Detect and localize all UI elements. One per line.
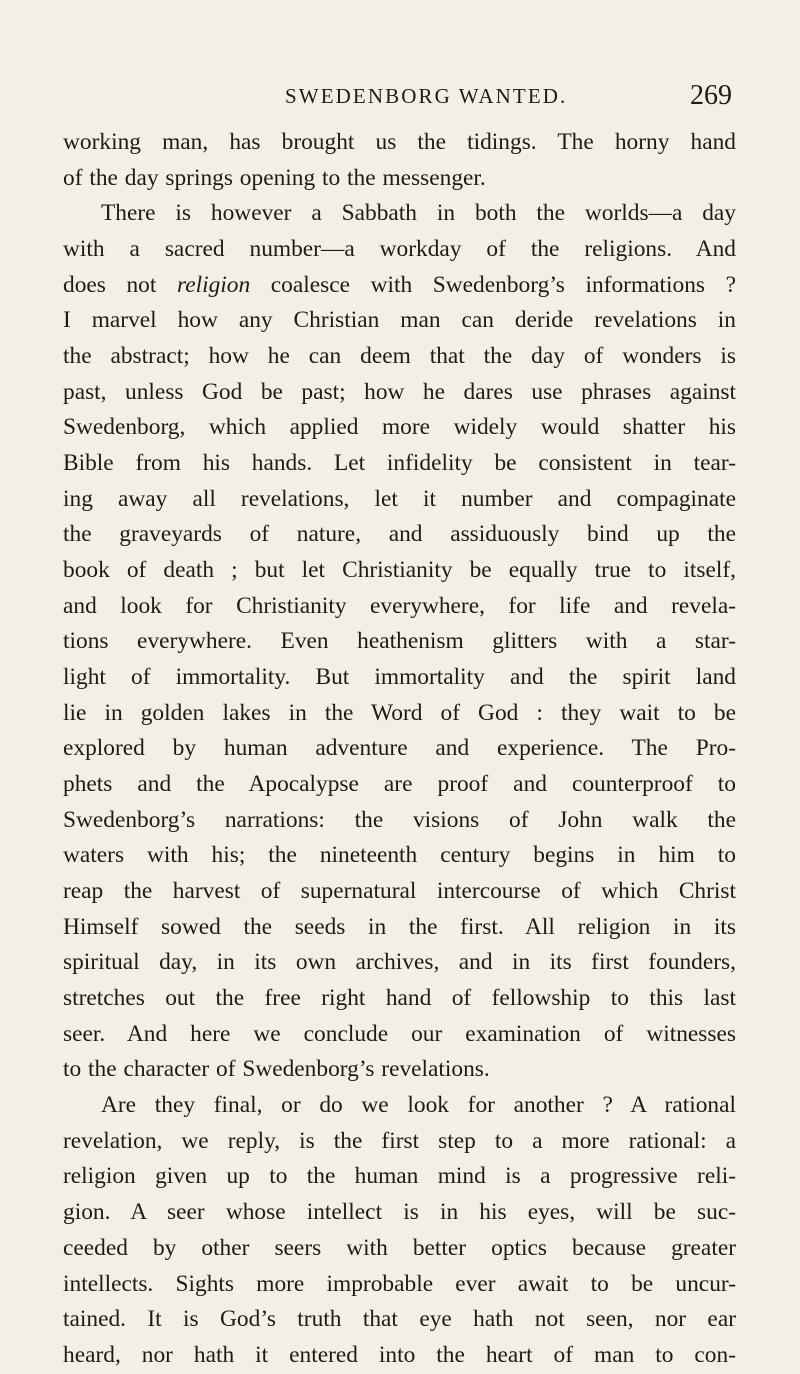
text-line: Swedenborg, which applied more widely would shatter his (63, 414, 736, 441)
text-line: and look for Christianity everywhere, for life and revela- (63, 592, 736, 619)
text-line: heard, nor hath it entered into the heart of man to con- (63, 1341, 736, 1368)
text-line: ing away all revelations, let it number and compaginate (63, 485, 736, 512)
emphasis-text: religion (176, 271, 251, 298)
text-line: the graveyards of nature, and assiduously bind up the (63, 521, 736, 548)
text-line: I marvel how any Christian man can deride revelations in (63, 307, 736, 334)
text-line: book of death ; but let Christianity be equally true to itself, (63, 557, 736, 584)
text-segment: coalesce with Swedenborg’s informations ? (250, 271, 736, 298)
text-line: ceeded by other seers with better optics because greater (63, 1234, 736, 1261)
text-segment: does not (63, 271, 177, 298)
text-line: gion. A seer whose intellect is in his eyes, will be suc- (63, 1199, 736, 1226)
text-line: lie in golden lakes in the Word of God : they wait to be (63, 699, 736, 726)
text-line: revelation, we reply, is the first step to a more rational: a (63, 1127, 736, 1154)
text-line: Himself sowed the seeds in the first. All religion in its (63, 913, 736, 940)
text-line (63, 268, 736, 304)
text-line: past, unless God be past; how he dares use phrases against (63, 378, 736, 405)
text-line: the abstract; how he can deem that the day of wonders is (63, 343, 736, 370)
text-line: Bible from his hands. Let infidelity be consistent in tear- (63, 450, 736, 477)
text-line: to the character of Swedenborg’s revelations. (63, 1056, 490, 1083)
text-line: explored by human adventure and experience. The Pro- (63, 735, 736, 762)
text-line: phets and the Apocalypse are proof and counterproof to (63, 771, 736, 798)
text-line: Are they final, or do we look for another ? A rational (101, 1092, 736, 1119)
page-number: 269 (690, 80, 732, 111)
text-line: light of immortality. But immortality and the spirit land (63, 664, 736, 691)
text-line: tained. It is God’s truth that eye hath not seen, nor ear (63, 1306, 736, 1333)
text-line: of the day springs opening to the messenger. (63, 164, 486, 191)
running-title: SWEDENBORG WANTED. (285, 84, 568, 108)
running-head (0, 76, 800, 116)
text-line: tions everywhere. Even heathenism glitters with a star- (63, 628, 736, 655)
text-line: waters with his; the nineteenth century begins in him to (63, 842, 736, 869)
body-text (63, 125, 736, 1374)
text-line: spiritual day, in its own archives, and in its first founders, (63, 949, 736, 976)
text-line: stretches out the free right hand of fellowship to this last (63, 985, 736, 1012)
text-line: intellects. Sights more improbable ever await to be uncur- (63, 1270, 736, 1297)
text-line: reap the harvest of supernatural intercourse of which Christ (63, 878, 736, 905)
text-line: seer. And here we conclude our examination of witnesses (63, 1020, 736, 1047)
text-line: There is however a Sabbath in both the worlds—a day (101, 200, 736, 227)
text-line: working man, has brought us the tidings. The horny hand (63, 129, 736, 155)
text-line: Swedenborg’s narrations: the visions of John walk the (63, 806, 736, 833)
text-line: with a sacred number—a workday of the religions. And (63, 236, 736, 263)
text-line: religion given up to the human mind is a progressive reli- (63, 1163, 736, 1190)
